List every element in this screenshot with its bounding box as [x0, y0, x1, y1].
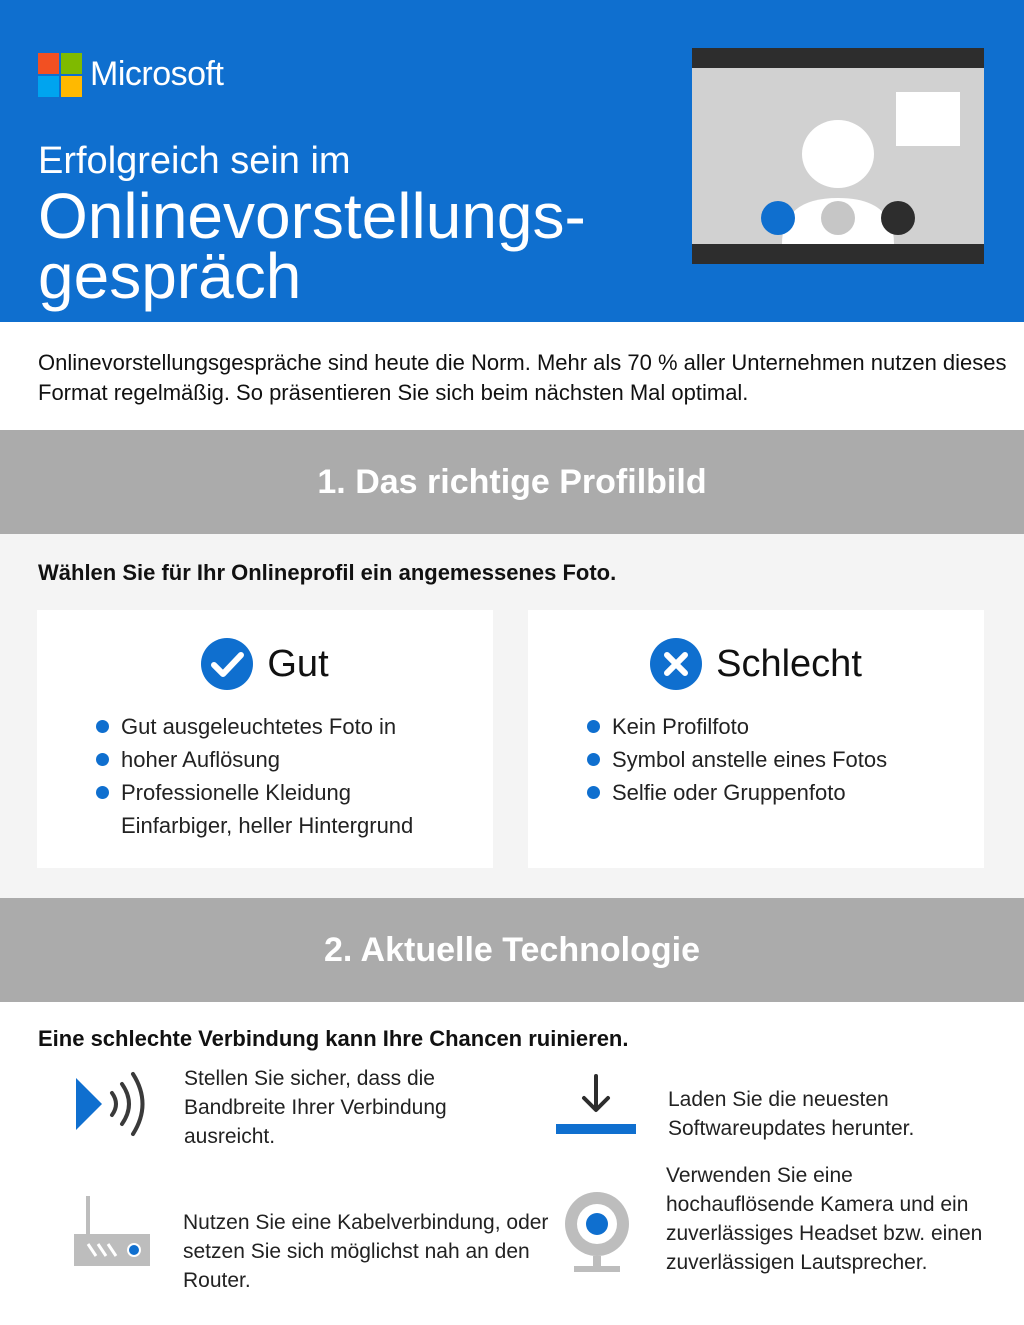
- tip-bandwidth: Stellen Sie sicher, dass die Bandbreite Ihrer Verbindung ausreicht.: [184, 1067, 447, 1148]
- list-item: hoher Auflösung: [121, 743, 413, 776]
- x-circle-icon: [650, 638, 702, 690]
- video-call-illustration-icon: [692, 48, 984, 264]
- tip-update: Laden Sie die neuesten Softwareupdates herunter.: [668, 1088, 915, 1140]
- section2-heading: 2. Aktuelle Technologie: [324, 931, 700, 969]
- page-subtitle: Erfolgreich sein im: [38, 140, 351, 182]
- section2-lead: Eine schlechte Verbindung kann Ihre Chancen ruinieren.: [38, 1026, 629, 1051]
- list-item: Selfie oder Gruppenfoto: [612, 776, 887, 809]
- signal-icon: [74, 1066, 154, 1146]
- page-title: Onlinevorstellungs-gespräch: [38, 180, 586, 312]
- brand-name: Microsoft: [90, 55, 224, 93]
- good-list: [121, 710, 413, 842]
- section1-lead: Wählen Sie für Ihr Onlineprofil ein angemessenes Foto.: [38, 560, 617, 585]
- webcam-icon: [560, 1190, 634, 1274]
- good-title: Gut: [267, 642, 329, 685]
- section1-band: [0, 430, 1024, 534]
- section2-band: [0, 898, 1024, 1002]
- bad-card: [528, 610, 984, 868]
- intro-text: Onlinevorstellungsgespräche sind heute die Norm. Mehr als 70 % aller Unternehmen nutzen dieses Format regelmäßig. So präsentieren Sie sich beim nächsten Mal optimal.: [38, 350, 1007, 405]
- bad-list: [612, 710, 887, 809]
- microsoft-logo-icon: [38, 53, 82, 97]
- list-item: Symbol anstelle eines Fotos: [612, 743, 887, 776]
- list-item: Kein Profilfoto: [612, 710, 887, 743]
- router-icon: [72, 1194, 152, 1270]
- section1-heading: 1. Das richtige Profilbild: [317, 463, 707, 501]
- tip-cable: Nutzen Sie eine Kabelverbindung, oder setzen Sie sich möglichst nah an den Router.: [183, 1211, 549, 1292]
- list-item: Gut ausgeleuchtetes Foto in: [121, 710, 413, 743]
- bad-title: Schlecht: [716, 642, 862, 685]
- tip-camera: Verwenden Sie eine hochauflösende Kamera und ein zuverlässiges Headset bzw. einen zuverlässigen Lautsprecher.: [666, 1164, 983, 1274]
- list-item: Professionelle Kleidung: [121, 776, 413, 809]
- good-card: [37, 610, 493, 868]
- download-icon: [554, 1074, 638, 1140]
- list-item: Einfarbiger, heller Hintergrund: [121, 813, 414, 838]
- check-circle-icon: [201, 638, 253, 690]
